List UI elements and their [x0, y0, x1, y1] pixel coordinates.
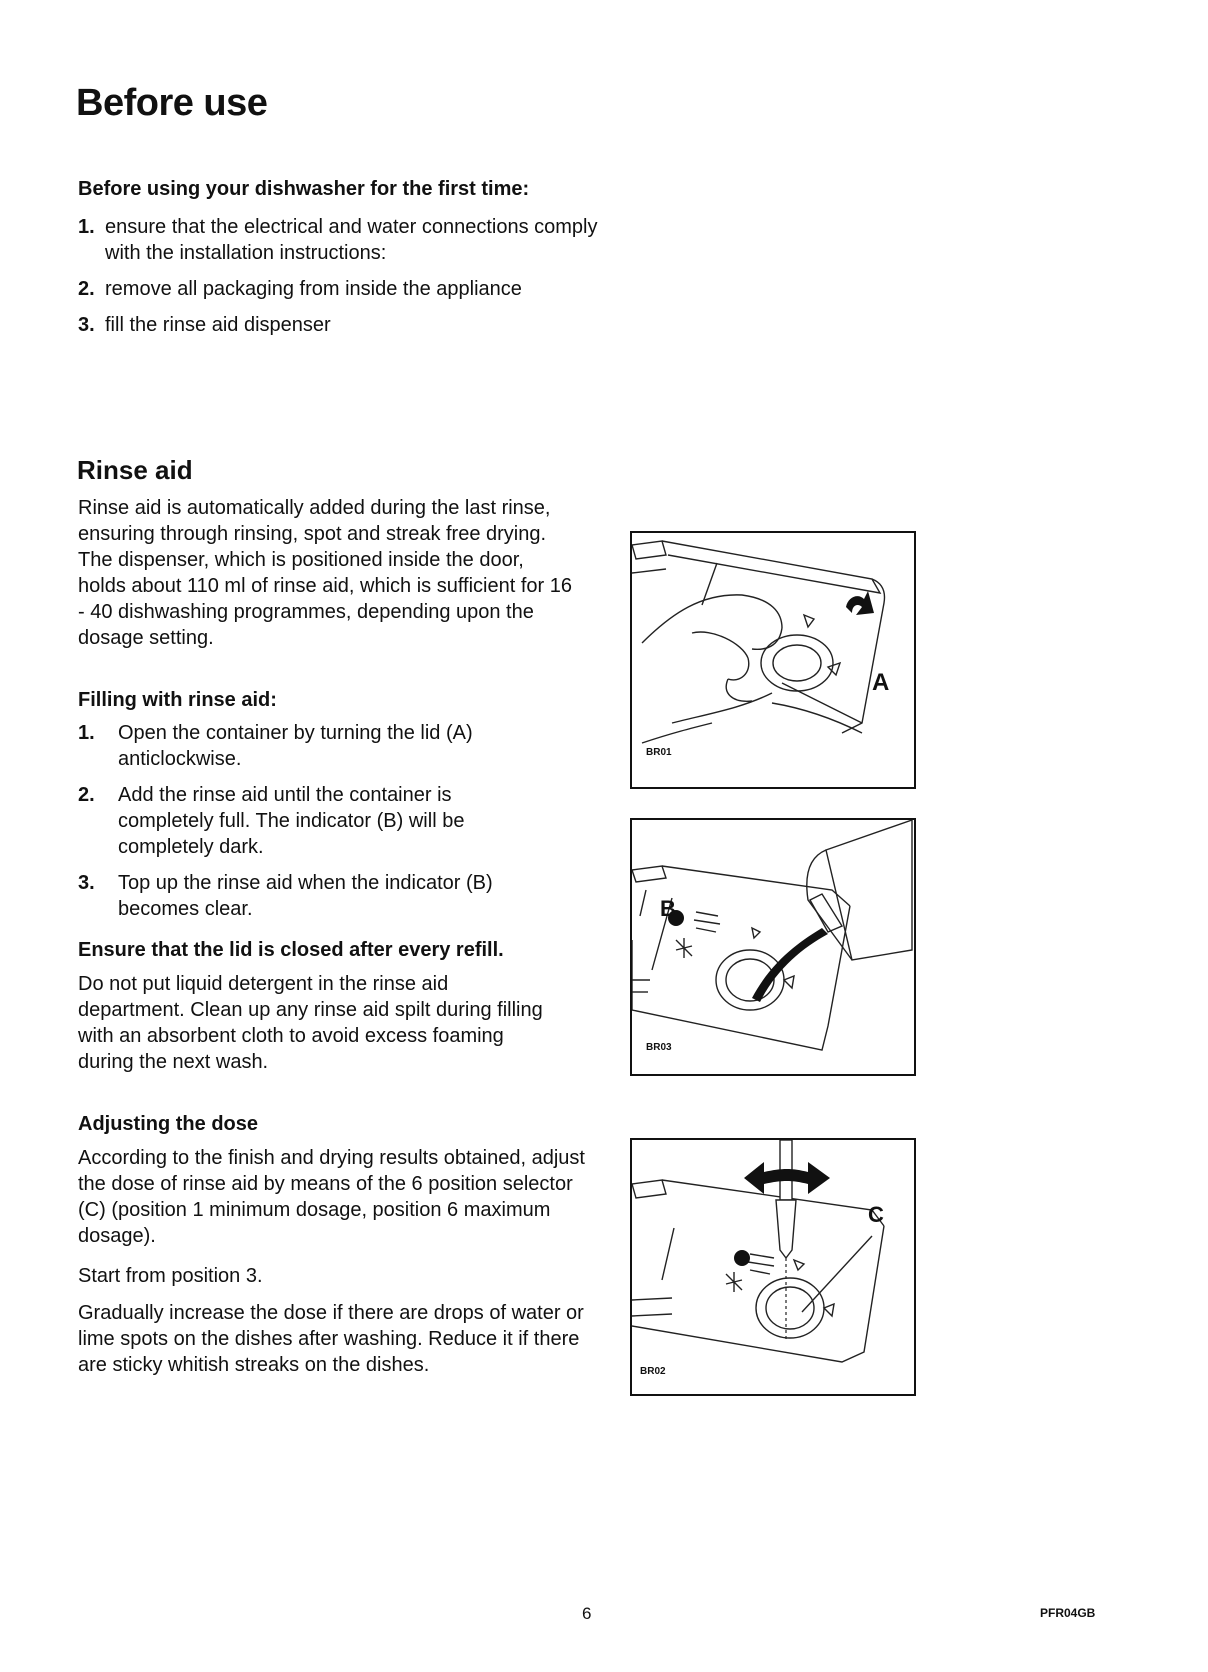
step-text: Add the rinse aid until the container is completely full. The indicator (B) will be completely dark. — [118, 784, 465, 858]
adjusting-heading: Adjusting the dose — [78, 1113, 258, 1135]
lid-opening-illustration — [632, 533, 914, 787]
list-item — [78, 720, 548, 772]
document-code: PFR04GB — [1040, 1606, 1096, 1620]
first-time-steps — [78, 214, 598, 338]
step-number: 3. — [78, 872, 95, 894]
rotate-arrow-icon — [846, 591, 874, 615]
callout-label-c: C — [868, 1202, 884, 1227]
list-item — [78, 312, 598, 338]
filling-steps — [78, 720, 548, 922]
page-title: Before use — [76, 82, 268, 124]
figure-code: BR02 — [640, 1366, 666, 1377]
refill-warning: Ensure that the lid is closed after every refill. — [78, 939, 504, 961]
list-item — [78, 276, 598, 302]
step-number: 2. — [78, 784, 95, 806]
rinse-aid-intro: Rinse aid is automatically added during the last rinse, ensuring through rinsing, spot and streak free drying. The dispenser, which is positioned inside the door, holds about 110 ml of rinse aid, which is sufficient for 16 - 40 dishwashing programmes, depending upon the dosage setting. — [78, 497, 572, 649]
list-item — [78, 782, 548, 860]
page-number: 6 — [582, 1604, 592, 1623]
step-text: remove all packaging from inside the appliance — [105, 278, 522, 300]
figure-br03 — [630, 818, 916, 1076]
adjusting-p1: According to the finish and drying results obtained, adjust the dose of rinse aid by means of the 6 position selector (C) (position 1 minimum dosage, position 6 maximum dosage). — [78, 1147, 585, 1247]
step-text: fill the rinse aid dispenser — [105, 314, 331, 336]
first-time-heading: Before using your dishwasher for the first time: — [78, 178, 530, 200]
figure-code: BR01 — [646, 747, 672, 758]
adjusting-p2: Start from position 3. — [78, 1265, 263, 1287]
callout-label-b: B — [660, 896, 676, 921]
figure-br01 — [630, 531, 916, 789]
list-item — [78, 870, 548, 922]
list-item — [78, 214, 598, 266]
step-text: ensure that the electrical and water connections comply with the installation instructions: — [105, 216, 598, 264]
step-number: 3. — [78, 314, 95, 336]
adjusting-p3: Gradually increase the dose if there are drops of water or lime spots on the dishes after washing. Reduce it if there are sticky whitish streaks on the dishes. — [78, 1302, 584, 1376]
step-text: Open the container by turning the lid (A) anticlockwise. — [118, 722, 473, 770]
step-number: 2. — [78, 278, 95, 300]
dose-selector-illustration — [632, 1140, 914, 1394]
indicator-dot-icon — [734, 1250, 750, 1266]
caution-text: Do not put liquid detergent in the rinse aid department. Clean up any rinse aid spilt during filling with an absorbent cloth to avoid excess foaming during the next wash. — [78, 973, 543, 1073]
step-number: 1. — [78, 216, 95, 238]
filling-illustration — [632, 820, 914, 1074]
step-number: 1. — [78, 722, 95, 744]
rinse-aid-heading: Rinse aid — [77, 455, 193, 485]
callout-label-a: A — [872, 669, 890, 696]
filling-heading: Filling with rinse aid: — [78, 689, 277, 711]
figure-code: BR03 — [646, 1042, 672, 1053]
step-text: Top up the rinse aid when the indicator (B) becomes clear. — [118, 872, 493, 920]
figure-br02 — [630, 1138, 916, 1396]
